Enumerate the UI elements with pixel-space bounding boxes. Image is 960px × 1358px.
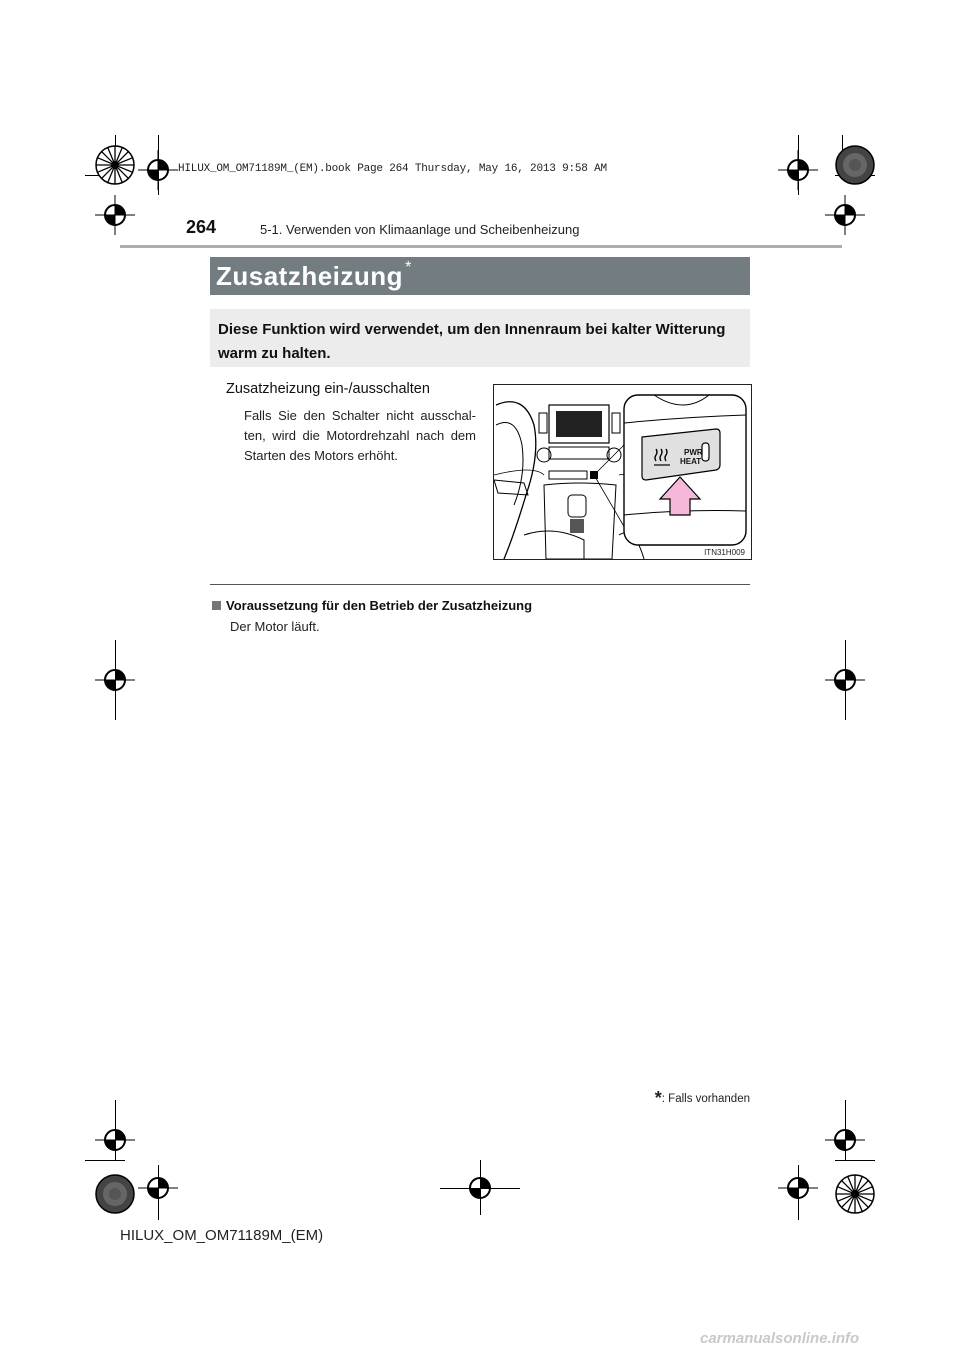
- crosshair-icon: [778, 150, 818, 190]
- crosshair-icon: [825, 1120, 865, 1160]
- registration-wheel-icon: [94, 144, 136, 186]
- crosshair-icon: [138, 150, 178, 190]
- footnote: [620, 1088, 750, 1109]
- intro-text: Diese Funktion wird verwendet, um den Innenraum bei kalter Witterung warm zu halten.: [218, 321, 726, 362]
- registration-wheel-icon: [834, 1173, 876, 1215]
- bullet-square-icon: [212, 601, 221, 610]
- note-body: Der Motor läuft.: [230, 619, 320, 634]
- footnote-text: : Falls vorhanden: [661, 1093, 750, 1105]
- crosshair-icon: [778, 1168, 818, 1208]
- illustration-code: ITN31H009: [704, 548, 745, 557]
- crop-line: [85, 1160, 125, 1161]
- page-number: 264: [186, 217, 217, 237]
- section-title-text: Zusatzheizung: [216, 261, 404, 291]
- crosshair-icon: [825, 195, 865, 235]
- book-info-line: HILUX_OM_OM71189M_(EM).book Page 264 Thursday, May 16, 2013 9:58 AM: [178, 163, 607, 175]
- section-title-bar: [210, 257, 750, 295]
- section-divider: [210, 584, 750, 585]
- dashboard-drawing: [494, 385, 751, 559]
- footnote-marker: *: [654, 1088, 662, 1108]
- crosshair-icon: [138, 1168, 178, 1208]
- crosshair-icon: [95, 195, 135, 235]
- crosshair-icon: [825, 660, 865, 700]
- dashboard-illustration: [493, 384, 752, 560]
- intro-box: [210, 309, 750, 367]
- crosshair-icon: [95, 1120, 135, 1160]
- section-title: [216, 261, 412, 292]
- header-divider: [120, 245, 842, 248]
- crop-line: [835, 1160, 875, 1161]
- note-heading: [212, 598, 532, 613]
- callout-description: Falls Sie den Schalter nicht ausschal-ten, wird die Motordrehzahl nach dem Starten des Motors erhöht.: [244, 408, 476, 463]
- chapter-title: 5-1. Verwenden von Klimaanlage und Scheibenheizung: [260, 222, 580, 237]
- watermark: carmanualsonline.info: [700, 1330, 860, 1347]
- crosshair-icon: [95, 660, 135, 700]
- registration-gray-icon: [94, 1173, 136, 1215]
- availability-marker: *: [405, 259, 412, 276]
- footer-model: HILUX_OM_OM71189M_(EM): [120, 1227, 324, 1244]
- registration-gray-icon: [834, 144, 876, 186]
- crosshair-icon: [460, 1168, 500, 1208]
- note-heading-text: Voraussetzung für den Betrieb der Zusatzheizung: [226, 598, 533, 613]
- switch-label-heat: HEAT: [680, 457, 702, 466]
- switch-label-pwr: PWR: [684, 448, 703, 457]
- callout-label: Zusatzheizung ein-/ausschalten: [226, 381, 430, 397]
